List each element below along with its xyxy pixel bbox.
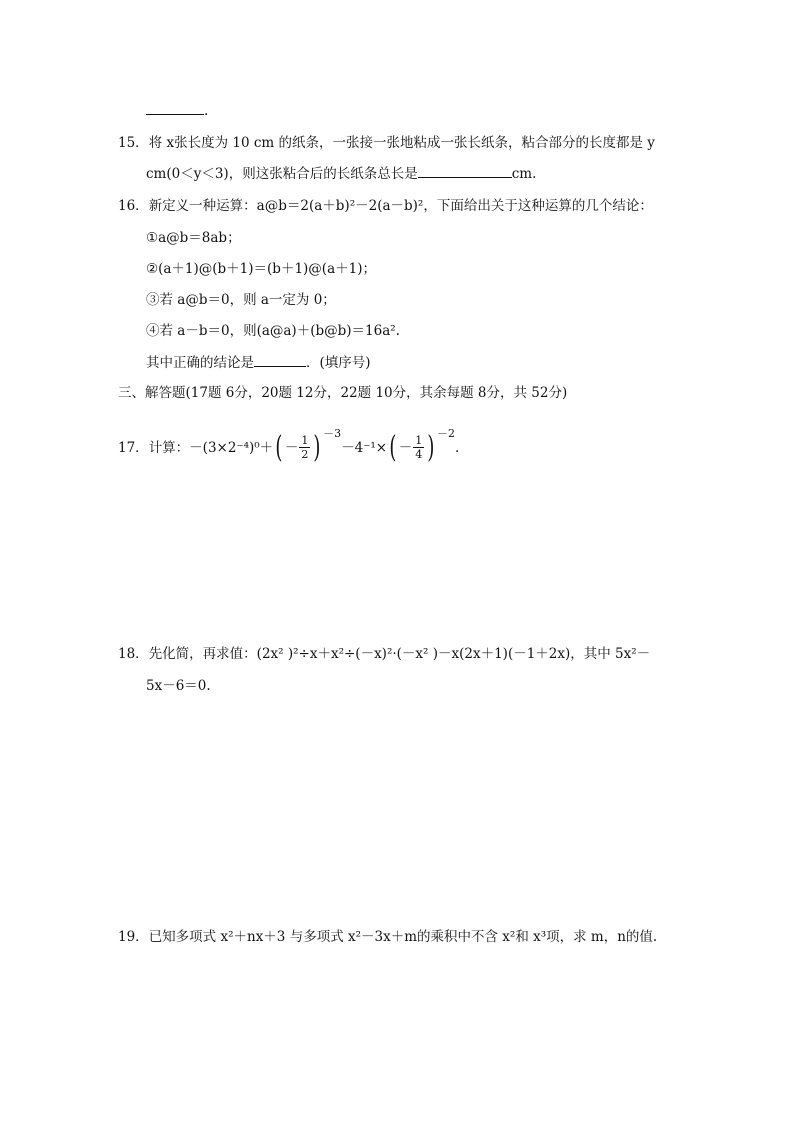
q14-tail: . (204, 103, 209, 119)
left-paren-icon: ( (389, 429, 397, 465)
q15-unit: cm. (511, 166, 537, 182)
q16-item-2: ②(a＋1)@(b＋1)＝(b＋1)@(a＋1)； (146, 261, 376, 277)
q15-text: 将 x张长度为 10 cm 的纸条，一张接一张地粘成一张长纸条，粘合部分的长度都是 y (148, 135, 655, 151)
q16-intro-line (118, 196, 653, 216)
right-paren-icon: ) (313, 429, 321, 465)
q15-text-pre: cm(0＜y＜3)，则这张粘合后的长纸条总长是 (146, 166, 418, 182)
q16-conclusion (146, 352, 371, 373)
q17-expression (118, 418, 459, 464)
q15-line1 (118, 133, 655, 153)
q15-line2 (146, 163, 536, 184)
q17-lead: 计算：－(3×2⁻⁴)⁰＋ (148, 439, 274, 456)
q16-number: 16． (118, 198, 149, 214)
q19-text: 已知多项式 x²＋nx＋3 与多项式 x²－3x＋m的乘积中不含 x²和 x³项，求 m，n的值. (148, 929, 658, 945)
left-paren-icon: ( (275, 429, 283, 465)
q17-frac2-denominator: 4 (415, 448, 423, 461)
q17-fraction-1 (299, 434, 310, 461)
section-3-heading: 三、解答题(17题 6分，20题 12分，22题 10分，其余每题 8分，共 52分) (118, 385, 568, 401)
right-paren-icon: ) (427, 429, 435, 465)
q17-frac1-sign: － (284, 439, 299, 456)
q17-middle: －4⁻¹× (341, 439, 388, 456)
q16-conclusion-pre: 其中正确的结论是 (146, 355, 254, 371)
q17-frac2-numerator: 1 (415, 434, 423, 447)
q17-frac2-sign: － (398, 439, 413, 456)
q16-item-3: ③若 a@b＝0，则 a一定为 0； (146, 292, 336, 308)
q16-intro: 新定义一种运算：a@b＝2(a＋b)²－2(a－b)²，下面给出关于这种运算的几个结论： (148, 198, 653, 214)
q16-item-1: ①a@b＝8ab； (146, 230, 241, 246)
q16-blank (254, 352, 306, 367)
q14-answer-line (146, 100, 208, 121)
q17-exponent-1: －3 (323, 427, 342, 440)
q18-text: 先化简，再求值：(2x² )²÷x＋x²÷(－x)²·(－x² )－x(2x＋1)(－1＋2x)，其中 5x²－ (148, 646, 651, 662)
q15-number: 15． (118, 135, 149, 151)
q17-frac1-denominator: 2 (301, 448, 309, 461)
q19-line (118, 927, 657, 947)
q18-line1 (118, 644, 650, 664)
q17-fraction-2 (413, 434, 424, 461)
q18-number: 18． (118, 646, 149, 662)
q17-frac1-numerator: 1 (301, 434, 309, 447)
q17-number: 17． (118, 439, 149, 456)
q18-line2: 5x－6＝0. (146, 678, 211, 694)
q17-exponent-2: －2 (437, 427, 455, 440)
q16-item-4: ④若 a－b＝0，则(a@a)＋(b@b)＝16a². (146, 323, 400, 339)
q14-blank (146, 100, 204, 115)
q15-blank (418, 163, 512, 178)
q19-number: 19． (118, 929, 149, 945)
q17-tail: . (455, 439, 460, 456)
q16-conclusion-post: ．(填序号) (306, 355, 371, 371)
